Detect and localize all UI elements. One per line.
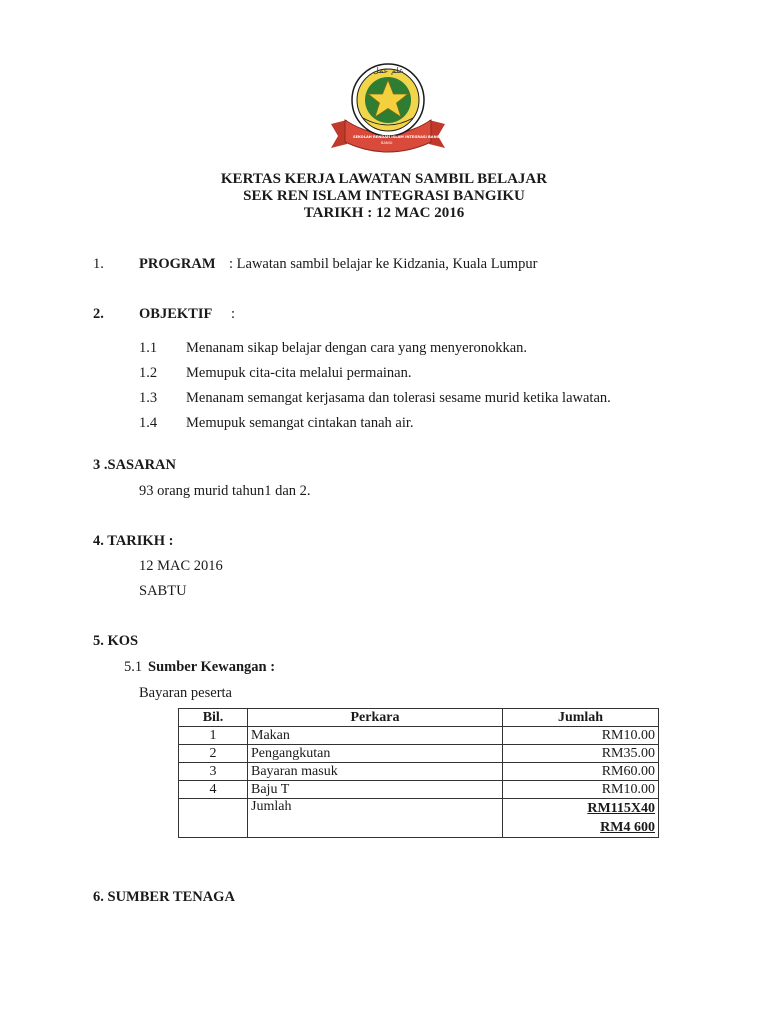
table-total-row bbox=[179, 799, 659, 838]
objektif-colon: : bbox=[231, 306, 236, 322]
table-header-jumlah: Jumlah bbox=[503, 709, 659, 727]
objektif-item-text: Memupuk semangat cintakan tanah air. bbox=[186, 415, 414, 431]
cost-table bbox=[178, 708, 659, 838]
table-cell-empty bbox=[179, 799, 248, 838]
table-cell-jumlah: RM10.00 bbox=[503, 781, 659, 799]
table-cell-perkara: Makan bbox=[248, 727, 503, 745]
table-header-bil: Bil. bbox=[179, 709, 248, 727]
school-logo bbox=[325, 62, 451, 154]
tarikh-day: SABTU bbox=[139, 583, 187, 599]
table-cell-bil: 4 bbox=[179, 781, 248, 799]
objektif-item-text: Menanam sikap belajar dengan cara yang menyeronokkan. bbox=[186, 340, 528, 356]
tarikh-date: 12 MAC 2016 bbox=[139, 558, 223, 574]
objektif-label: OBJEKTIF bbox=[139, 306, 213, 322]
table-header-perkara: Perkara bbox=[248, 709, 503, 727]
logo-top-arabic: علم عمل bbox=[373, 66, 404, 75]
table-cell-perkara: Pengangkutan bbox=[248, 745, 503, 763]
objektif-item-num: 1.4 bbox=[139, 415, 158, 431]
sasaran-label: 3 .SASARAN bbox=[93, 457, 176, 473]
tarikh-label: 4. TARIKH : bbox=[93, 533, 174, 549]
objektif-number: 2. bbox=[93, 306, 104, 322]
total-line-2: RM4 600 bbox=[600, 820, 655, 835]
table-cell-bil: 2 bbox=[179, 745, 248, 763]
table-total-label: Jumlah bbox=[248, 799, 503, 838]
table-cell-perkara: Bayaran masuk bbox=[248, 763, 503, 781]
kos-sub-label: Sumber Kewangan : bbox=[148, 659, 276, 675]
table-header-row bbox=[179, 709, 659, 727]
objektif-item-num: 1.1 bbox=[139, 340, 158, 356]
kos-sub-number: 5.1 bbox=[124, 659, 143, 675]
program-value: : Lawatan sambil belajar ke Kidzania, Kuala Lumpur bbox=[229, 256, 538, 272]
table-row bbox=[179, 781, 659, 799]
table-cell-jumlah: RM35.00 bbox=[503, 745, 659, 763]
table-cell-bil: 3 bbox=[179, 763, 248, 781]
table-total-value bbox=[503, 799, 659, 838]
kos-label: 5. KOS bbox=[93, 633, 139, 649]
table-row bbox=[179, 727, 659, 745]
table-cell-bil: 1 bbox=[179, 727, 248, 745]
logo-banner-text: SEKOLAH RENDAH ISLAM INTEGRASI BANGIKU bbox=[353, 135, 447, 139]
header-title-line2: SEK REN ISLAM INTEGRASI BANGIKU bbox=[243, 188, 525, 204]
table-cell-jumlah: RM60.00 bbox=[503, 763, 659, 781]
kos-note: Bayaran peserta bbox=[139, 685, 232, 701]
table-cell-jumlah: RM10.00 bbox=[503, 727, 659, 745]
sumber-tenaga-label: 6. SUMBER TENAGA bbox=[93, 889, 235, 905]
table-row bbox=[179, 745, 659, 763]
header-title-line3: TARIKH : 12 MAC 2016 bbox=[303, 205, 465, 221]
header-title-line1: KERTAS KERJA LAWATAN SAMBIL BELAJAR bbox=[220, 171, 548, 187]
objektif-item-num: 1.3 bbox=[139, 390, 158, 406]
table-cell-perkara: Baju T bbox=[248, 781, 503, 799]
objektif-item-text: Memupuk cita-cita melalui permainan. bbox=[186, 365, 412, 381]
objektif-item-text: Menanam semangat kerjasama dan tolerasi sesame murid ketika lawatan. bbox=[186, 390, 611, 406]
sasaran-value: 93 orang murid tahun1 dan 2. bbox=[139, 483, 311, 499]
program-label: PROGRAM bbox=[139, 256, 216, 272]
total-line-1: RM115X40 bbox=[587, 801, 655, 816]
table-row bbox=[179, 763, 659, 781]
logo-banner-sub: BANGI bbox=[381, 141, 393, 145]
program-number: 1. bbox=[93, 256, 104, 272]
objektif-item-num: 1.2 bbox=[139, 365, 158, 381]
